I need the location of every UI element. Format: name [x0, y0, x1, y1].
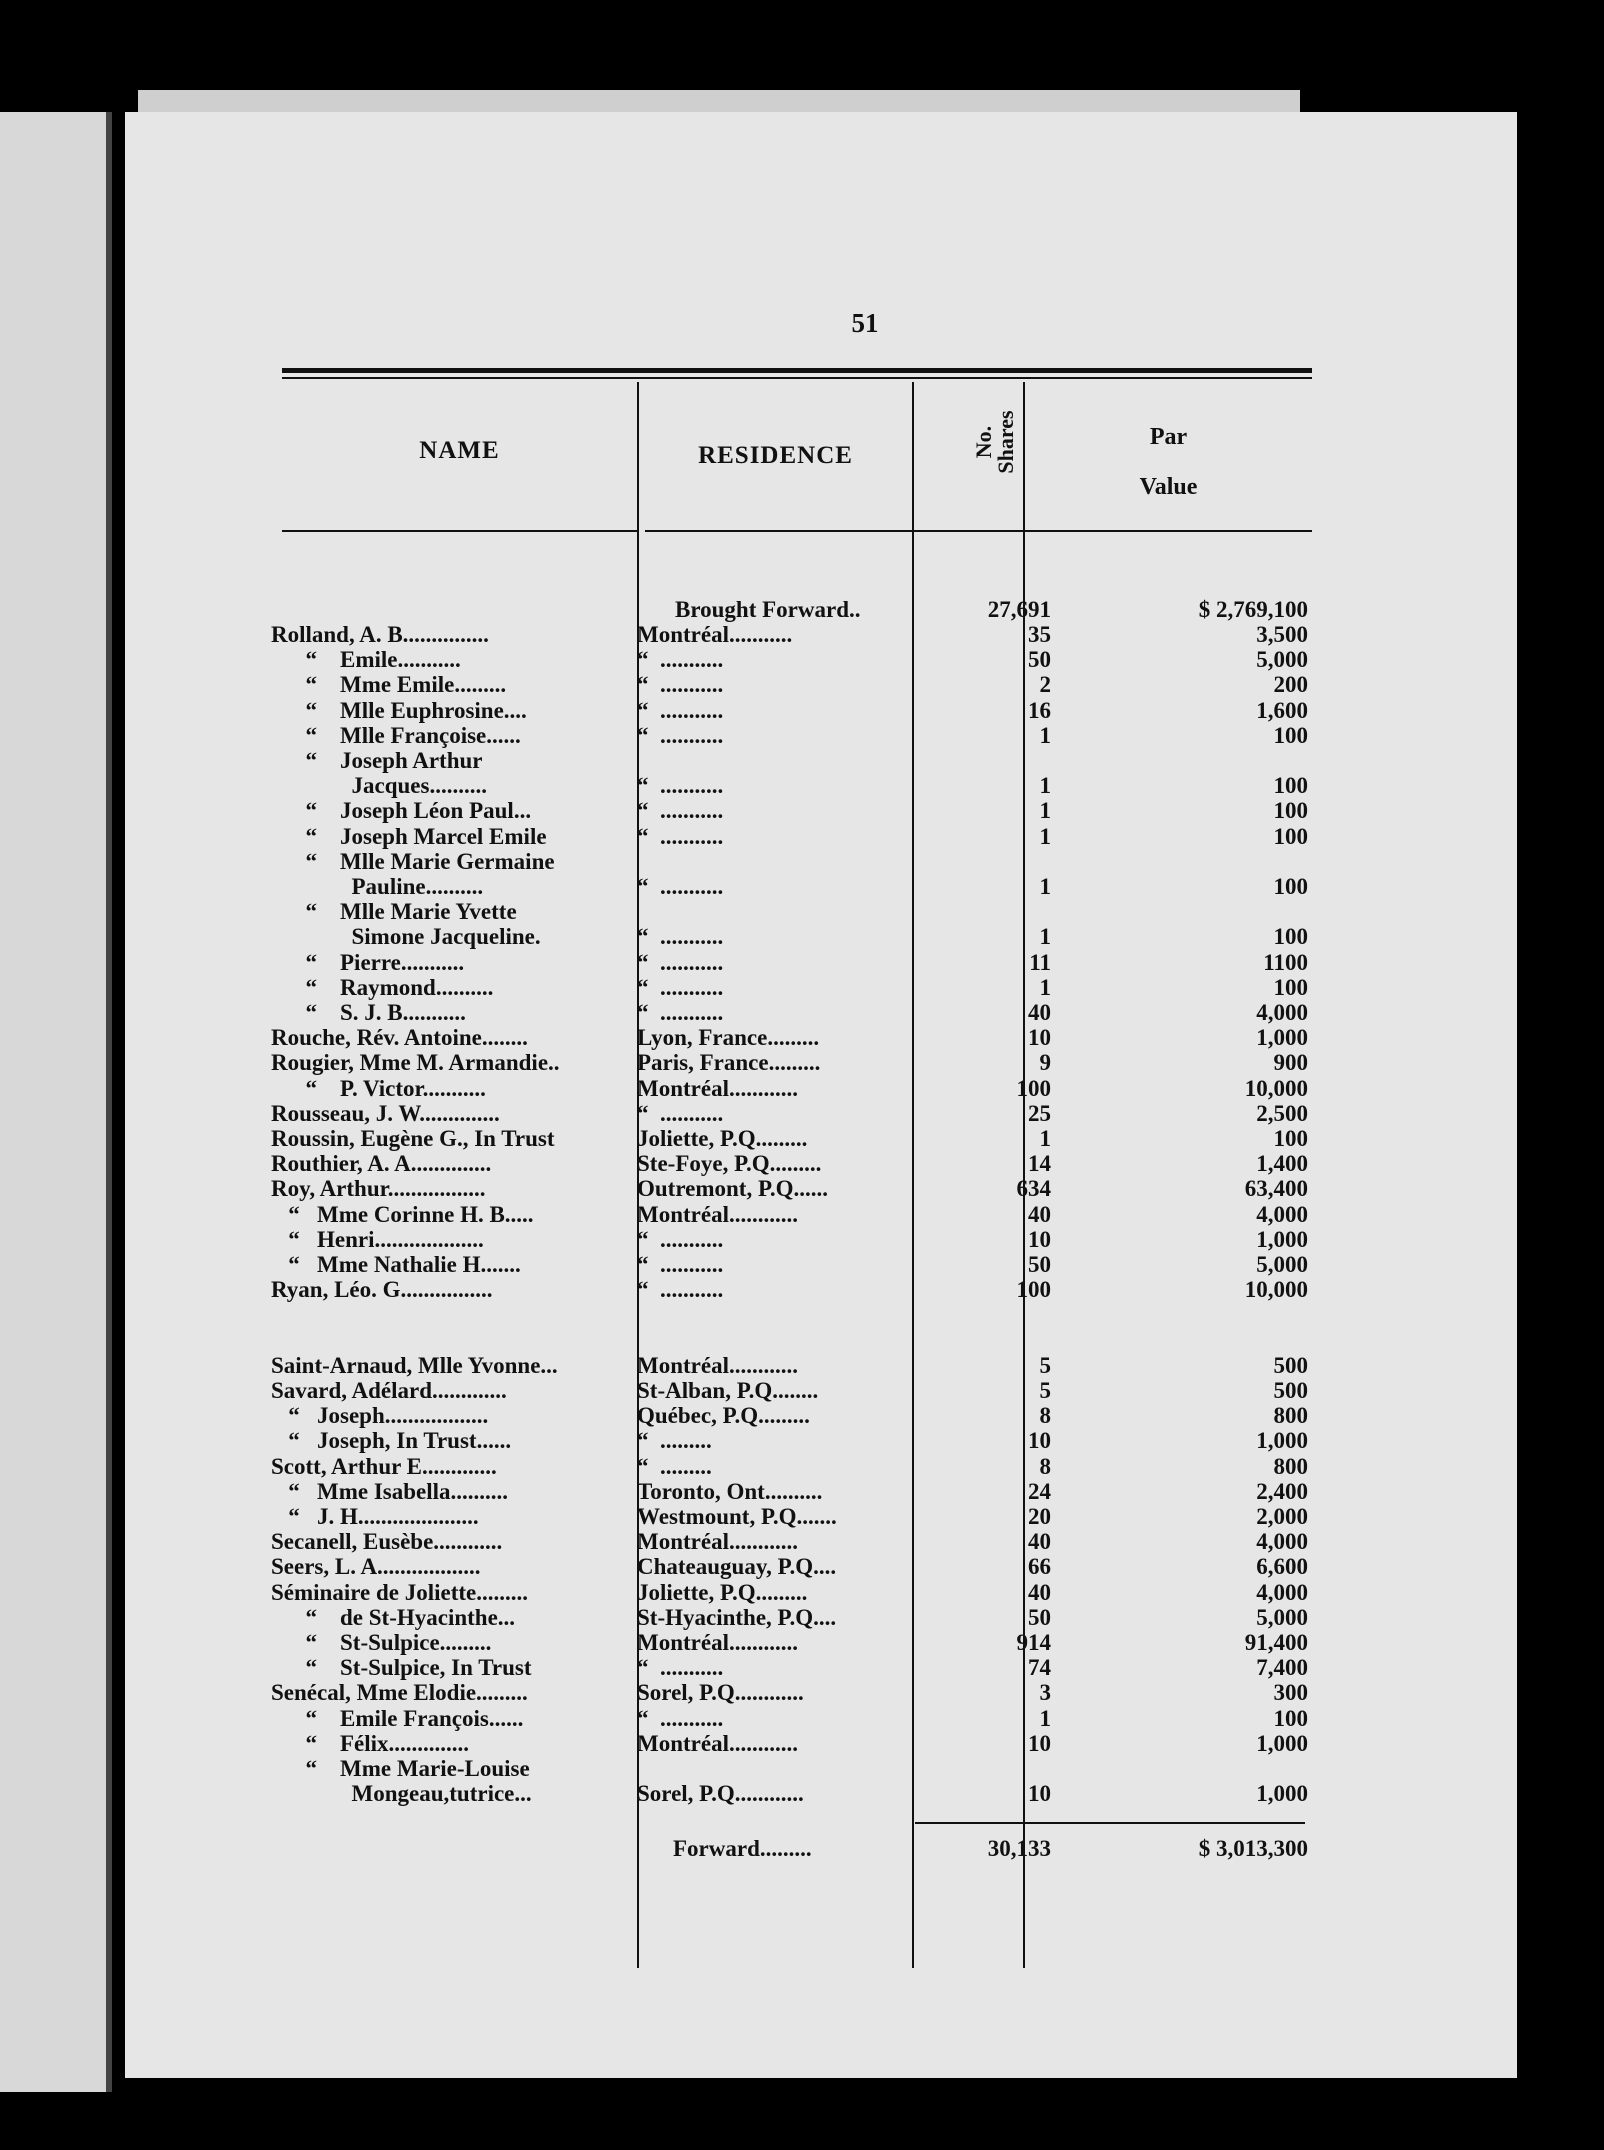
- shareholder-shares: 1: [1039, 722, 1051, 748]
- table-row: [125, 1605, 1517, 1631]
- table-row: [125, 1050, 1517, 1076]
- forward-value: $ 3,013,300: [1198, 1836, 1308, 1861]
- shareholder-par-value: 100: [1273, 773, 1308, 799]
- shareholder-shares: 20: [1028, 1504, 1051, 1529]
- shareholder-par-value: 100: [1273, 798, 1308, 824]
- shareholder-name: Rouche, Rév. Antoine........: [271, 1025, 528, 1051]
- table-row: [125, 1655, 1517, 1681]
- table-row: [125, 798, 1517, 824]
- shareholder-name: “ Joseph Arthur: [271, 748, 483, 773]
- shareholder-name: Roy, Arthur.................: [271, 1176, 486, 1202]
- shareholder-par-value: 100: [1273, 1126, 1308, 1151]
- shareholder-shares: 634: [1016, 1176, 1051, 1202]
- shareholder-name: Rougier, Mme M. Armandie..: [271, 1050, 560, 1076]
- shareholder-name: Mongeau,tutrice...: [271, 1781, 532, 1807]
- shareholder-shares: 8: [1039, 1453, 1051, 1479]
- shareholder-residence: “ .........: [637, 1453, 712, 1479]
- shareholder-par-value: 800: [1273, 1403, 1308, 1429]
- document-page: [125, 112, 1517, 2078]
- shareholder-name: “ Mlle Euphrosine....: [271, 697, 527, 723]
- shareholder-shares: 9: [1039, 1050, 1051, 1076]
- shareholder-shares: 1: [1039, 1126, 1051, 1151]
- shareholder-shares: 1: [1039, 974, 1051, 1000]
- shareholder-par-value: 100: [1273, 874, 1308, 899]
- shareholder-name: “ Joseph Marcel Emile: [271, 823, 547, 849]
- shareholder-name: “ Félix..............: [271, 1730, 470, 1756]
- table-row: [125, 849, 1517, 875]
- column-header-shares-top: No.: [971, 425, 996, 459]
- shareholder-par-value: 2,400: [1256, 1478, 1308, 1504]
- brought-forward-row: [125, 597, 1517, 623]
- shareholder-residence: Montréal............: [637, 1075, 798, 1101]
- shareholder-name: “ Joseph Léon Paul...: [271, 798, 532, 824]
- shareholder-shares: 100: [1016, 1075, 1051, 1101]
- table-row: [125, 1554, 1517, 1580]
- shareholder-shares: 8: [1039, 1403, 1051, 1429]
- table-row: [125, 1202, 1517, 1228]
- table-row: [125, 622, 1517, 648]
- shareholder-residence: “ ...........: [637, 1226, 724, 1252]
- shareholder-name: “ Mme Marie-Louise: [271, 1756, 530, 1781]
- shareholder-name: “ Mlle Françoise......: [271, 722, 521, 748]
- shareholder-par-value: 4,000: [1256, 1579, 1308, 1605]
- table-row: [125, 975, 1517, 1001]
- shareholder-par-value: 6,600: [1256, 1554, 1308, 1580]
- shareholder-name: “ Joseph, In Trust......: [271, 1428, 512, 1454]
- shareholder-par-value: 1,600: [1256, 697, 1308, 723]
- shareholder-shares: 40: [1028, 1529, 1051, 1555]
- shareholder-par-value: 100: [1273, 924, 1308, 950]
- table-row: [125, 1504, 1517, 1530]
- shareholder-name: Seers, L. A..................: [271, 1554, 481, 1580]
- shareholder-name: Rousseau, J. W..............: [271, 1100, 500, 1126]
- shareholder-residence: “ ...........: [637, 722, 724, 748]
- shareholder-shares: 1: [1039, 773, 1051, 799]
- shareholder-shares: 10: [1028, 1025, 1051, 1051]
- shareholder-name: Routhier, A. A..............: [271, 1151, 492, 1177]
- table-row: [125, 723, 1517, 749]
- shareholder-residence: “ ...........: [637, 1252, 724, 1277]
- table-row: [125, 1126, 1517, 1152]
- shareholder-residence: Toronto, Ont..........: [637, 1478, 823, 1504]
- shareholder-name: “ St-Sulpice.........: [271, 1630, 492, 1655]
- shareholder-shares: 40: [1028, 1201, 1051, 1227]
- shareholder-residence: “ ...........: [637, 874, 724, 899]
- shareholder-residence: “ .........: [637, 1428, 712, 1454]
- shareholder-name: Simone Jacqueline.: [271, 924, 541, 950]
- shareholder-par-value: 5,000: [1256, 647, 1308, 673]
- shareholder-par-value: 4,000: [1256, 1529, 1308, 1555]
- column-header-value-top: Par: [1149, 424, 1188, 450]
- shareholder-name: “ P. Victor...........: [271, 1075, 486, 1101]
- shareholder-par-value: 500: [1273, 1378, 1308, 1403]
- shareholder-shares: 5: [1039, 1352, 1051, 1378]
- shareholder-residence: “ ...........: [637, 949, 724, 975]
- shareholder-shares: 50: [1028, 1252, 1051, 1277]
- table-row: [125, 1302, 1517, 1328]
- shareholder-par-value: 1,000: [1256, 1025, 1308, 1051]
- column-header-value-bottom: Value: [1139, 474, 1198, 500]
- shareholder-shares: 40: [1028, 1579, 1051, 1605]
- shareholder-shares: 100: [1016, 1277, 1051, 1303]
- shareholder-name: “ Mme Isabella..........: [271, 1478, 509, 1504]
- shareholder-shares: 1: [1039, 924, 1051, 950]
- shareholder-par-value: 5,000: [1256, 1252, 1308, 1277]
- shareholder-par-value: 3,500: [1256, 622, 1308, 647]
- page-number: 51: [851, 308, 879, 338]
- shareholder-name: “ S. J. B...........: [271, 1000, 466, 1025]
- shareholder-shares: 5: [1039, 1378, 1051, 1403]
- shareholder-residence: Lyon, France.........: [637, 1025, 820, 1051]
- shareholder-name: “ Mme Corinne H. B.....: [271, 1201, 534, 1227]
- shareholder-par-value: 1,000: [1256, 1730, 1308, 1756]
- column-header-name: NAME: [419, 437, 500, 464]
- table-row: [125, 1529, 1517, 1555]
- shareholder-residence: “ ...........: [637, 773, 724, 799]
- shareholder-par-value: 1,000: [1256, 1428, 1308, 1454]
- table-row: [125, 1378, 1517, 1404]
- shareholder-par-value: 1100: [1263, 949, 1308, 975]
- shareholder-par-value: 5,000: [1256, 1604, 1308, 1630]
- table-row: [125, 924, 1517, 950]
- shareholder-name: Séminaire de Joliette.........: [271, 1579, 528, 1605]
- brought-forward-shares: 27,691: [987, 597, 1051, 622]
- table-row: [125, 1025, 1517, 1051]
- shareholder-residence: Montréal............: [637, 1352, 798, 1378]
- shareholder-shares: 25: [1028, 1100, 1051, 1126]
- shareholder-residence: Ste-Foye, P.Q.........: [637, 1151, 822, 1177]
- shareholder-name: Pauline..........: [271, 874, 484, 899]
- shareholder-par-value: 200: [1273, 672, 1308, 698]
- shareholder-name: Savard, Adélard.............: [271, 1378, 507, 1403]
- table-row: [125, 824, 1517, 850]
- shareholder-par-value: 1,000: [1256, 1226, 1308, 1252]
- shareholder-par-value: 100: [1273, 974, 1308, 1000]
- forward-shares: 30,133: [987, 1836, 1051, 1861]
- shareholder-name: “ Emile...........: [271, 647, 461, 673]
- shareholder-par-value: 10,000: [1244, 1075, 1308, 1101]
- shareholder-shares: 24: [1028, 1478, 1051, 1504]
- forward-row: [125, 1836, 1517, 1862]
- shareholder-name: Jacques..........: [271, 773, 487, 799]
- shareholder-residence: Montréal............: [637, 1201, 798, 1227]
- shareholder-par-value: 2,500: [1256, 1100, 1308, 1126]
- shareholder-shares: 11: [1029, 949, 1051, 975]
- shareholder-residence: “ ...........: [637, 1000, 724, 1025]
- shareholder-ledger: [125, 112, 1517, 2078]
- facing-page-edge: [0, 112, 112, 2092]
- shareholder-residence: “ ...........: [637, 1100, 724, 1126]
- table-row: [125, 1252, 1517, 1278]
- shareholder-par-value: 4,000: [1256, 1000, 1308, 1025]
- shareholder-par-value: 800: [1273, 1453, 1308, 1479]
- table-row: [125, 1781, 1517, 1807]
- shareholder-shares: 10: [1028, 1226, 1051, 1252]
- shareholder-residence: “ ...........: [637, 697, 724, 723]
- shareholder-shares: 2: [1039, 672, 1051, 698]
- shareholder-par-value: 100: [1273, 722, 1308, 748]
- shareholder-name: “ Mme Emile.........: [271, 672, 507, 698]
- table-row: [125, 647, 1517, 673]
- table-row: [125, 1756, 1517, 1782]
- shareholder-residence: Montréal............: [637, 1630, 798, 1655]
- column-header-shares: [965, 372, 1025, 512]
- table-row: [125, 672, 1517, 698]
- shareholder-shares: 40: [1028, 1000, 1051, 1025]
- table-row: [125, 1277, 1517, 1303]
- shareholder-name: Scott, Arthur E.............: [271, 1453, 497, 1479]
- shareholder-residence: “ ...........: [637, 647, 724, 673]
- shareholder-shares: 50: [1028, 647, 1051, 673]
- shareholder-name: “ J. H.....................: [271, 1504, 479, 1529]
- shareholder-name: “ Pierre...........: [271, 949, 465, 975]
- table-row: [125, 773, 1517, 799]
- shareholder-name: Saint-Arnaud, Mlle Yvonne...: [271, 1352, 558, 1378]
- shareholder-shares: 10: [1028, 1781, 1051, 1807]
- shareholder-residence: “ ...........: [637, 974, 724, 1000]
- shareholder-residence: Sorel, P.Q............: [637, 1781, 804, 1807]
- table-row: [125, 1479, 1517, 1505]
- table-row: [125, 1428, 1517, 1454]
- shareholder-par-value: 1,000: [1256, 1781, 1308, 1807]
- shareholder-shares: 50: [1028, 1604, 1051, 1630]
- shareholder-shares: 66: [1028, 1554, 1051, 1580]
- shareholder-shares: 10: [1028, 1730, 1051, 1756]
- table-row: [125, 1403, 1517, 1429]
- table-row: [125, 1227, 1517, 1253]
- shareholder-residence: Montréal...........: [637, 622, 793, 647]
- brought-forward-label: Brought Forward..: [675, 597, 861, 622]
- shareholder-shares: 1: [1039, 874, 1051, 899]
- shareholder-shares: 14: [1028, 1151, 1051, 1177]
- shareholder-shares: 16: [1028, 697, 1051, 723]
- table-row: [125, 1580, 1517, 1606]
- shareholder-par-value: 4,000: [1256, 1201, 1308, 1227]
- table-row: [125, 1680, 1517, 1706]
- table-row: [125, 899, 1517, 925]
- shareholder-par-value: 2,000: [1256, 1504, 1308, 1529]
- shareholder-name: Secanell, Eusèbe............: [271, 1529, 503, 1555]
- table-row: [125, 1000, 1517, 1026]
- shareholder-par-value: 63,400: [1244, 1176, 1308, 1202]
- shareholder-shares: 1: [1039, 1705, 1051, 1731]
- table-row: [125, 1328, 1517, 1354]
- shareholder-par-value: 300: [1273, 1680, 1308, 1706]
- shareholder-residence: St-Alban, P.Q........: [637, 1378, 819, 1403]
- shareholder-residence: “ ...........: [637, 1655, 724, 1681]
- column-header-residence: RESIDENCE: [698, 442, 853, 469]
- shareholder-name: “ Raymond..........: [271, 974, 494, 1000]
- shareholder-shares: 3: [1039, 1680, 1051, 1706]
- shareholder-name: “ Mlle Marie Germaine: [271, 848, 555, 874]
- shareholder-name: “ Joseph..................: [271, 1403, 489, 1429]
- table-row: [125, 1353, 1517, 1379]
- shareholder-residence: Joliette, P.Q.........: [637, 1579, 808, 1605]
- table-row: [125, 950, 1517, 976]
- shareholder-name: “ de St-Hyacinthe...: [271, 1604, 516, 1630]
- shareholder-name: “ Emile François......: [271, 1705, 524, 1731]
- shareholder-residence: “ ...........: [637, 672, 724, 698]
- column-header-shares-bottom: Shares: [993, 410, 1018, 474]
- shareholder-par-value: 10,000: [1244, 1277, 1308, 1303]
- shareholder-residence: “ ...........: [637, 924, 724, 950]
- shareholder-name: “ Mlle Marie Yvette: [271, 899, 517, 925]
- table-row: [125, 1101, 1517, 1127]
- shareholder-shares: 10: [1028, 1428, 1051, 1454]
- shareholder-name: “ St-Sulpice, In Trust: [271, 1655, 532, 1681]
- shareholder-par-value: 91,400: [1244, 1630, 1308, 1655]
- shareholder-shares: 1: [1039, 823, 1051, 849]
- shareholder-residence: “ ...........: [637, 798, 724, 824]
- shareholder-residence: Montréal............: [637, 1730, 798, 1756]
- shareholder-residence: Westmount, P.Q.......: [637, 1504, 837, 1529]
- shareholder-residence: “ ...........: [637, 823, 724, 849]
- brought-forward-value: $ 2,769,100: [1198, 597, 1308, 622]
- shareholder-residence: Montréal............: [637, 1529, 798, 1555]
- table-row: [125, 1454, 1517, 1480]
- shareholder-shares: 74: [1028, 1655, 1051, 1681]
- table-row: [125, 1151, 1517, 1177]
- shareholder-residence: Paris, France.........: [637, 1050, 821, 1076]
- shareholder-residence: “ ...........: [637, 1705, 724, 1731]
- shareholder-name: Rolland, A. B...............: [271, 622, 489, 647]
- shareholder-par-value: 100: [1273, 823, 1308, 849]
- shareholder-par-value: 100: [1273, 1705, 1308, 1731]
- shareholder-par-value: 7,400: [1256, 1655, 1308, 1681]
- shareholder-residence: Chateauguay, P.Q....: [637, 1554, 837, 1580]
- shareholder-name: Senécal, Mme Elodie.........: [271, 1680, 528, 1706]
- shareholder-residence: “ ...........: [637, 1277, 724, 1303]
- shareholder-residence: Québec, P.Q.........: [637, 1403, 810, 1429]
- table-row: [125, 1630, 1517, 1656]
- shareholder-shares: 914: [1016, 1630, 1051, 1655]
- shareholder-par-value: 500: [1273, 1352, 1308, 1378]
- shareholder-shares: 35: [1028, 622, 1051, 647]
- table-row: [125, 748, 1517, 774]
- shareholder-name: Roussin, Eugène G., In Trust: [271, 1126, 555, 1151]
- shareholder-residence: Sorel, P.Q............: [637, 1680, 804, 1706]
- shareholder-par-value: 1,400: [1256, 1151, 1308, 1177]
- table-row: [125, 1076, 1517, 1102]
- shareholder-name: “ Henri...................: [271, 1226, 484, 1252]
- shareholder-residence: St-Hyacinthe, P.Q....: [637, 1604, 837, 1630]
- shareholder-residence: Joliette, P.Q.........: [637, 1126, 808, 1151]
- table-row: [125, 1731, 1517, 1757]
- shareholder-name: Ryan, Léo. G................: [271, 1277, 493, 1303]
- shareholder-shares: 1: [1039, 798, 1051, 824]
- table-row: [125, 1176, 1517, 1202]
- table-row: [125, 698, 1517, 724]
- forward-label: Forward.........: [673, 1836, 812, 1861]
- table-row: [125, 1706, 1517, 1732]
- shareholder-residence: Outremont, P.Q......: [637, 1176, 829, 1202]
- table-row: [125, 874, 1517, 900]
- shareholder-par-value: 900: [1273, 1050, 1308, 1076]
- shareholder-name: “ Mme Nathalie H.......: [271, 1252, 521, 1277]
